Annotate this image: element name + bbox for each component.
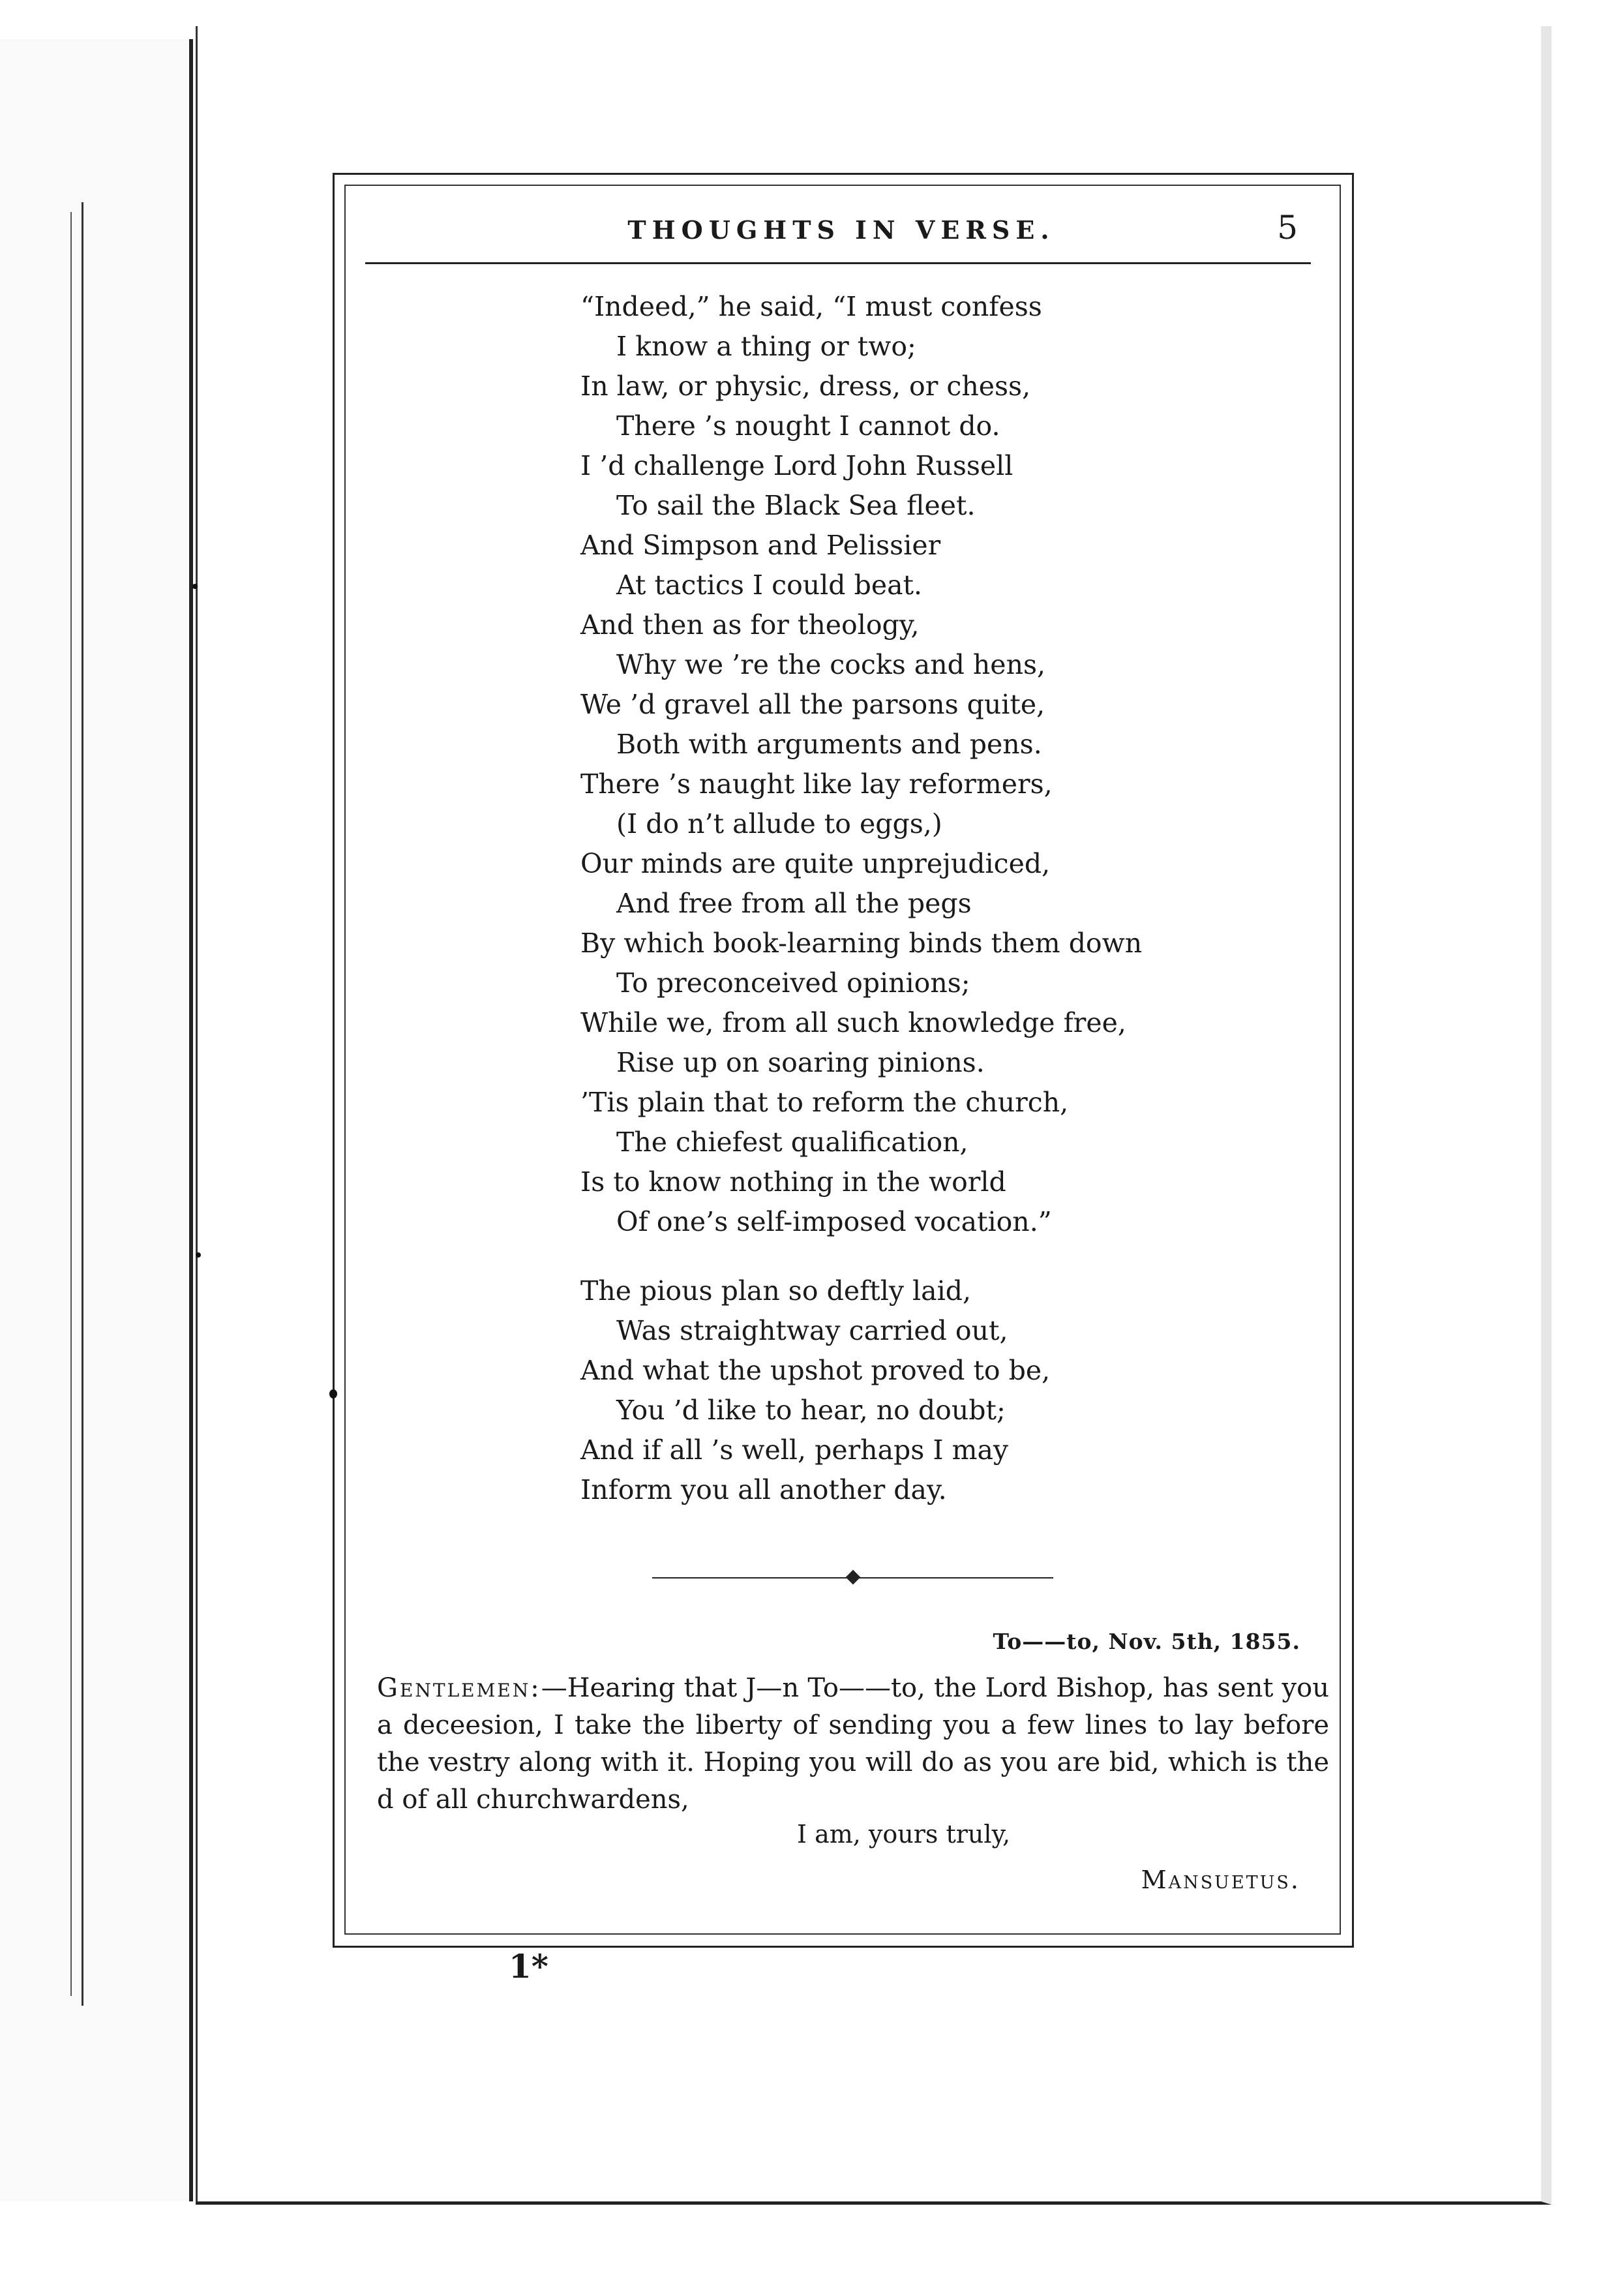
print-speck (329, 1389, 337, 1398)
poem-line: The pious plan so deftly laid, (580, 1275, 971, 1307)
poem-line: At tactics I could beat. (616, 569, 923, 601)
letter-text: —Hearing that J—n To——to, the Lord Bishop, has sent you a deceesion, I take the liberty of sending you a few lines to lay before the vestry along with it. Hoping you will do as you are bid, which is the d of all churchwardens, (377, 1673, 1329, 1815)
poem-line: And free from all the pegs (616, 888, 972, 919)
print-speck (196, 1252, 201, 1258)
poem-line: Rise up on soaring pinions. (616, 1047, 985, 1078)
divider-ornament (846, 1570, 861, 1585)
poem-line: And Simpson and Pelissier (580, 530, 941, 561)
left-page-edge (0, 39, 193, 2201)
poem (580, 287, 1233, 1510)
poem-line: Why we ’re the cocks and hens, (616, 649, 1046, 680)
poem-stanza (580, 1271, 1233, 1510)
poem-line: Our minds are quite unprejudiced, (580, 848, 1051, 879)
left-page-inner-frame (0, 212, 72, 1996)
poem-line: And what the upshot proved to be, (580, 1355, 1051, 1386)
letter-closing: I am, yours truly, (797, 1820, 1011, 1849)
poem-line: The chiefest qualification, (616, 1126, 968, 1158)
poem-line: There ’s nought I cannot do. (616, 410, 1000, 442)
poem-line: While we, from all such knowledge free, (580, 1007, 1126, 1038)
print-speck (192, 584, 198, 589)
poem-line: Of one’s self-imposed vocation.” (616, 1206, 1052, 1237)
letter-salutation: Gentlemen: (377, 1673, 541, 1703)
poem-line: There ’s naught like lay reformers, (580, 768, 1053, 800)
head-rule (365, 262, 1311, 264)
running-head (365, 209, 1317, 254)
poem-line: (I do n’t allude to eggs,) (616, 808, 942, 839)
printer-signature-mark: 1* (509, 1947, 548, 1986)
poem-line: “Indeed,” he said, “I must confess (580, 291, 1042, 322)
poem-line: In law, or physic, dress, or chess, (580, 370, 1031, 402)
poem-line: Is to know nothing in the world (580, 1166, 1006, 1198)
poem-line: Was straightway carried out, (616, 1315, 1008, 1346)
poem-line: Both with arguments and pens. (616, 729, 1042, 760)
poem-line: You ’d like to hear, no doubt; (616, 1395, 1006, 1426)
poem-line: To sail the Black Sea fleet. (616, 490, 976, 521)
running-title: THOUGHTS IN VERSE. (627, 215, 1055, 245)
letter-body (377, 1670, 1329, 1819)
poem-line: ’Tis plain that to reform the church, (580, 1087, 1069, 1118)
poem-line: I ’d challenge Lord John Russell (580, 450, 1013, 481)
poem-line: And if all ’s well, perhaps I may (580, 1434, 1009, 1466)
section-divider (652, 1568, 1053, 1588)
letter-dateline: To——to, Nov. 5th, 1855. (993, 1629, 1300, 1654)
poem-line: Inform you all another day. (580, 1474, 947, 1505)
poem-line: We ’d gravel all the parsons quite, (580, 689, 1045, 720)
page-number: 5 (1277, 209, 1298, 247)
poem-line: I know a thing or two; (616, 331, 916, 362)
poem-line: And then as for theology, (580, 609, 920, 641)
poem-stanza (580, 287, 1233, 1242)
letter-signature: Mansuetus. (1141, 1865, 1300, 1894)
poem-line: To preconceived opinions; (616, 967, 970, 999)
poem-line: By which book-learning binds them down (580, 928, 1143, 959)
